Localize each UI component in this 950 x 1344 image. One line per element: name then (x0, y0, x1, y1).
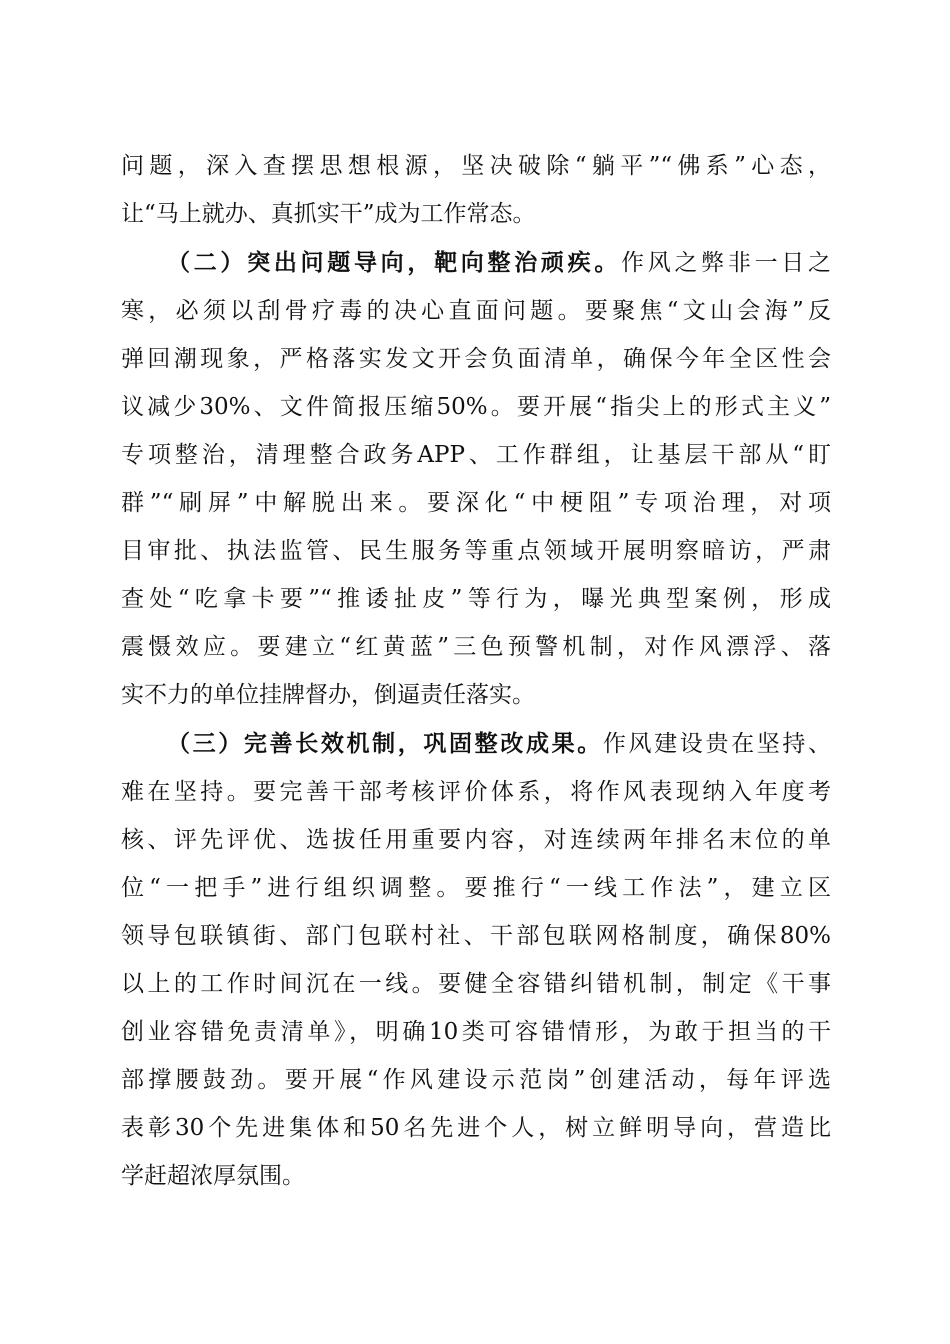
paragraph-1-line-2: 让“马上就办、真抓实干”成为工作常态。 (121, 201, 536, 227)
paragraph-2-line-1-text: 作风之弊非一日之 (621, 250, 832, 276)
paragraph-2-line-1 (167, 239, 831, 287)
paragraph-3-line-8: 部撑腰鼓劲。要开展“作风建设示范岗”创建活动，每年评选 (121, 1067, 831, 1093)
paragraph-3-line-4: 位“一把手”进行组织调整。要推行“一线工作法”，建立区 (121, 875, 831, 901)
paragraph-2-line-3: 弹回潮现象，严格落实发文开会负面清单，确保今年全区性会 (121, 346, 831, 372)
paragraph-3-line-3: 核、评先评优、选拔任用重要内容，对连续两年排名末位的单 (121, 827, 831, 853)
paragraph-3-line-1 (167, 720, 831, 768)
paragraph-1-line-1: 问题，深入查摆思想根源，坚决破除“躺平”“佛系”心态， (121, 153, 831, 179)
paragraph-2-line-2: 寒，必须以刮骨疗毒的决心直面问题。要聚焦“文山会海”反 (121, 298, 831, 324)
paragraph-2-line-5: 专项整治，清理整合政务APP、工作群组，让基层干部从“盯 (121, 442, 831, 468)
paragraph-2-line-7: 目审批、执法监管、民生服务等重点领域开展明察暗访，严肃 (121, 538, 831, 564)
paragraph-3-line-2: 难在坚持。要完善干部考核评价体系，将作风表现纳入年度考 (121, 779, 831, 805)
paragraph-3-line-5: 领导包联镇街、部门包联村社、干部包联网格制度，确保80% (121, 923, 831, 949)
paragraph-2-line-4: 议减少30%、文件简报压缩50%。要开展“指尖上的形式主义” (121, 394, 831, 420)
paragraph-3-line-9: 表彰30个先进集体和50名先进个人，树立鲜明导向，营造比 (121, 1115, 831, 1141)
paragraph-3-line-7: 创业容错免责清单》，明确10类可容错情形，为敢于担当的干 (121, 1019, 831, 1045)
paragraph-3-line-6: 以上的工作时间沉在一线。要健全容错纠错机制，制定《干事 (121, 971, 831, 997)
paragraph-2-line-6: 群”“刷屏”中解脱出来。要深化“中梗阻”专项治理，对项 (121, 490, 831, 516)
paragraph-3-heading: （三）完善长效机制，巩固整改成果。 (167, 730, 603, 757)
paragraph-2-line-8: 查处“吃拿卡要”“推诿扯皮”等行为，曝光典型案例，形成 (121, 586, 831, 612)
paragraph-3-line-1-text: 作风建设贵在坚持、 (602, 731, 832, 757)
paragraph-2-line-10: 实不力的单位挂牌督办，倒逼责任落实。 (121, 682, 535, 708)
paragraph-3-line-10: 学赶超浓厚氛围。 (121, 1163, 305, 1189)
paragraph-2-heading: （二）突出问题导向，靶向整治顽疾。 (167, 249, 622, 276)
paragraph-2-line-9: 震慑效应。要建立“红黄蓝”三色预警机制，对作风漂浮、落 (121, 634, 831, 660)
